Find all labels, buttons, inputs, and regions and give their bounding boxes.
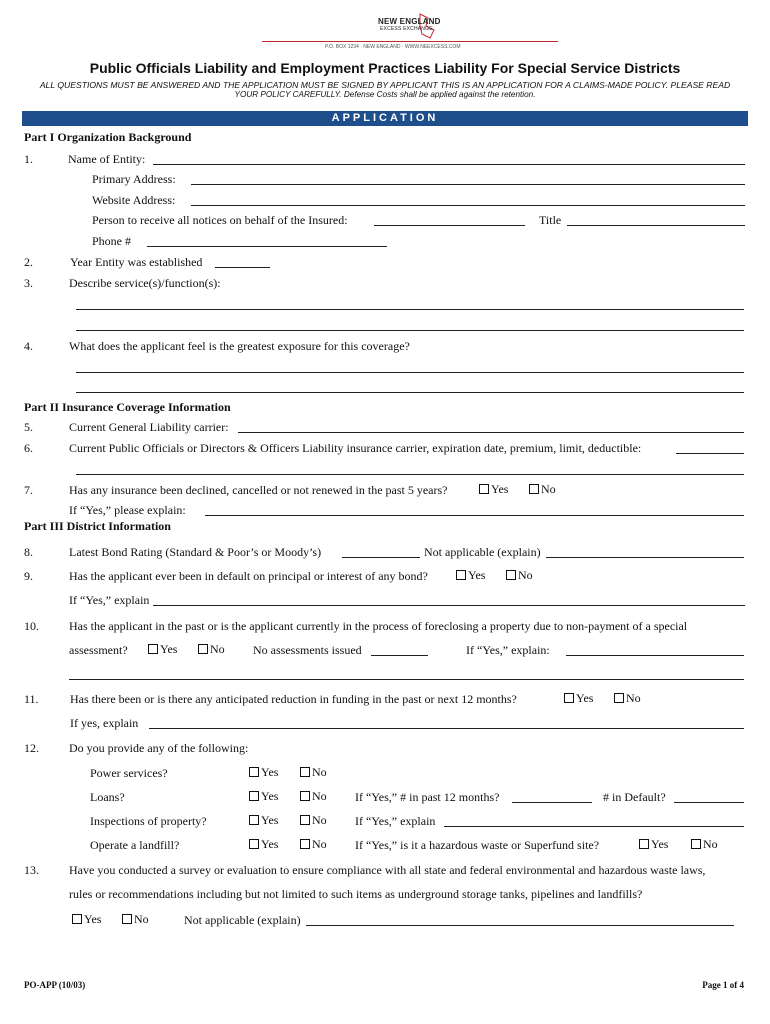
q11-yes[interactable] bbox=[564, 691, 593, 706]
q13-yes[interactable] bbox=[72, 912, 101, 927]
landfill-yes[interactable] bbox=[249, 837, 278, 852]
yes-label: Yes bbox=[468, 568, 486, 582]
q3-label: Describe service(s)/function(s): bbox=[69, 276, 221, 290]
q11-explain-label: If yes, explain bbox=[70, 716, 139, 730]
yes-label: Yes bbox=[261, 813, 279, 827]
landfill-hazard-no-checkbox[interactable] bbox=[691, 839, 701, 849]
yes-label: Yes bbox=[651, 837, 669, 851]
q7-explain-label: If “Yes,” please explain: bbox=[69, 503, 186, 517]
q8-na-field[interactable] bbox=[546, 557, 744, 558]
do-carrier-field[interactable] bbox=[676, 453, 744, 454]
q2-label: Year Entity was established bbox=[70, 255, 203, 269]
q5-number: 5. bbox=[24, 420, 33, 434]
landfill-no-checkbox[interactable] bbox=[300, 839, 310, 849]
power-no-checkbox[interactable] bbox=[300, 767, 310, 777]
entity-name-field[interactable] bbox=[153, 164, 745, 165]
part3-heading: Part III District Information bbox=[24, 519, 171, 533]
q13-label: Have you conducted a survey or evaluation to ensure compliance with all state and federal environmental and hazardous waste laws, bbox=[69, 863, 706, 877]
q8-label: Latest Bond Rating (Standard & Poor’s or Moody’s) bbox=[69, 545, 322, 559]
q7-label: Has any insurance been declined, cancelled or not renewed in the past 5 years? bbox=[69, 483, 448, 497]
page-title: Public Officials Liability and Employment Practices Liability For Special Service Districts bbox=[89, 60, 681, 76]
loans-yes-checkbox[interactable] bbox=[249, 791, 259, 801]
website-field[interactable] bbox=[191, 205, 745, 206]
q8-number: 8. bbox=[24, 545, 33, 559]
landfill-label: Operate a landfill? bbox=[90, 838, 180, 852]
yes-label: Yes bbox=[84, 912, 102, 926]
q10-explain-label: If “Yes,” explain: bbox=[466, 643, 550, 657]
q13-number: 13. bbox=[24, 863, 39, 877]
notice-person-label: Person to receive all notices on behalf of the Insured: bbox=[92, 213, 348, 227]
q10-label: Has the applicant in the past or is the applicant currently in the process of foreclosing a property due to non-payment of a special bbox=[69, 619, 688, 633]
q1-number: 1. bbox=[24, 152, 33, 166]
services-field-1[interactable] bbox=[76, 309, 744, 310]
q1-label: Name of Entity: bbox=[68, 152, 146, 166]
q9-label: Has the applicant ever been in default on principal or interest of any bond? bbox=[69, 569, 428, 583]
yes-label: Yes bbox=[261, 837, 279, 851]
instructions-line1: ALL QUESTIONS MUST BE ANSWERED AND THE APPLICATION MUST BE SIGNED BY APPLICANT THIS IS AN APPLICATION FOR A CLAIMS-MADE POLICY. PLEASE READ bbox=[39, 80, 731, 90]
q10-explain-field[interactable] bbox=[566, 655, 744, 656]
landfill-hazard-no[interactable] bbox=[691, 837, 718, 852]
q4-number: 4. bbox=[24, 339, 33, 353]
q8-na-label: Not applicable (explain) bbox=[424, 545, 541, 559]
q3-number: 3. bbox=[24, 276, 33, 290]
q6-number: 6. bbox=[24, 441, 33, 455]
services-field-2[interactable] bbox=[76, 330, 744, 331]
q10-none-label: No assessments issued bbox=[253, 643, 362, 657]
primary-address-label: Primary Address: bbox=[92, 172, 176, 186]
no-label: No bbox=[312, 813, 327, 827]
no-label: No bbox=[518, 568, 533, 582]
q7-no[interactable] bbox=[529, 482, 556, 497]
loans-no-checkbox[interactable] bbox=[300, 791, 310, 801]
q11-label: Has there been or is there any anticipated reduction in funding in the past or next 12 months? bbox=[70, 692, 517, 706]
no-label: No bbox=[312, 789, 327, 803]
phone-label: Phone # bbox=[92, 234, 131, 248]
q9-explain-field[interactable] bbox=[153, 605, 745, 606]
inspections-yes-checkbox[interactable] bbox=[249, 815, 259, 825]
inspections-no[interactable] bbox=[300, 813, 327, 828]
no-label: No bbox=[312, 765, 327, 779]
form-id: PO-APP (10/03) bbox=[24, 980, 86, 990]
no-label: No bbox=[541, 482, 556, 496]
q13-label-cont: rules or recommendations including but not limited to such items as underground storage tanks, pipelines and landfills? bbox=[69, 887, 643, 901]
q12-label: Do you provide any of the following: bbox=[69, 741, 249, 755]
part2-heading: Part II Insurance Coverage Information bbox=[24, 400, 231, 414]
q9-yes-checkbox[interactable] bbox=[456, 570, 466, 580]
q9-no[interactable] bbox=[506, 568, 533, 583]
part1-heading: Part I Organization Background bbox=[24, 130, 192, 144]
power-yes-checkbox[interactable] bbox=[249, 767, 259, 777]
q2-number: 2. bbox=[24, 255, 33, 269]
q9-explain-label: If “Yes,” explain bbox=[69, 593, 150, 607]
q10-yes-checkbox[interactable] bbox=[148, 644, 158, 654]
q13-na-label: Not applicable (explain) bbox=[184, 913, 301, 927]
title-field[interactable] bbox=[567, 225, 745, 226]
logo-line1: NEW ENGLAND bbox=[378, 17, 441, 26]
q7-no-checkbox[interactable] bbox=[529, 484, 539, 494]
q4-label: What does the applicant feel is the greatest exposure for this coverage? bbox=[69, 339, 410, 353]
notice-person-field[interactable] bbox=[374, 225, 525, 226]
inspections-label: Inspections of property? bbox=[90, 814, 207, 828]
q13-yes-checkbox[interactable] bbox=[72, 914, 82, 924]
q11-number: 11. bbox=[24, 692, 39, 706]
no-label: No bbox=[703, 837, 718, 851]
no-label: No bbox=[210, 642, 225, 656]
q9-number: 9. bbox=[24, 569, 33, 583]
q7-explain-field[interactable] bbox=[205, 515, 744, 516]
loans-no[interactable] bbox=[300, 789, 327, 804]
no-label: No bbox=[312, 837, 327, 851]
q10-explain-field-2[interactable] bbox=[69, 679, 744, 680]
q6-label: Current Public Officials or Directors & Officers Liability insurance carrier, expiration date, premium, limit, deductible: bbox=[69, 441, 642, 455]
application-banner: APPLICATION bbox=[22, 111, 748, 126]
yes-label: Yes bbox=[160, 642, 178, 656]
q11-no-checkbox[interactable] bbox=[614, 693, 624, 703]
q9-yes[interactable] bbox=[456, 568, 485, 583]
q7-yes[interactable] bbox=[479, 482, 508, 497]
q7-yes-checkbox[interactable] bbox=[479, 484, 489, 494]
landfill-yes-checkbox[interactable] bbox=[249, 839, 259, 849]
q11-no[interactable] bbox=[614, 691, 641, 706]
q10-none-field[interactable] bbox=[371, 655, 428, 656]
q11-explain-field[interactable] bbox=[149, 728, 744, 729]
loans-count-field[interactable] bbox=[512, 802, 592, 803]
primary-address-field[interactable] bbox=[191, 184, 745, 185]
logo-line2: EXCESS EXCHANGE bbox=[380, 26, 433, 32]
loans-label: Loans? bbox=[90, 790, 125, 804]
q13-no[interactable] bbox=[122, 912, 149, 927]
loans-yes[interactable] bbox=[249, 789, 278, 804]
instructions-line2: YOUR POLICY CAREFULLY. Defense Costs shall be applied against the retention. bbox=[234, 90, 536, 99]
landfill-hazard-yes-checkbox[interactable] bbox=[639, 839, 649, 849]
yes-label: Yes bbox=[261, 789, 279, 803]
inspections-yes[interactable] bbox=[249, 813, 278, 828]
no-label: No bbox=[134, 912, 149, 926]
power-no[interactable] bbox=[300, 765, 327, 780]
page-number: Page 1 of 4 bbox=[702, 980, 744, 990]
yes-label: Yes bbox=[491, 482, 509, 496]
phone-field[interactable] bbox=[147, 246, 387, 247]
year-established-field[interactable] bbox=[215, 267, 270, 268]
exposure-field-2[interactable] bbox=[76, 392, 744, 393]
q7-number: 7. bbox=[24, 483, 33, 497]
landfill-no[interactable] bbox=[300, 837, 327, 852]
loans-default-field[interactable] bbox=[674, 802, 744, 803]
yes-label: Yes bbox=[576, 691, 594, 705]
q10-yes[interactable] bbox=[148, 642, 177, 657]
yes-label: Yes bbox=[261, 765, 279, 779]
q5-label: Current General Liability carrier: bbox=[69, 420, 229, 434]
no-label: No bbox=[626, 691, 641, 705]
inspections-explain-field[interactable] bbox=[444, 826, 744, 827]
q10-label-cont: assessment? bbox=[69, 643, 128, 657]
inspections-followup-label: If “Yes,” explain bbox=[355, 814, 436, 828]
exposure-field-1[interactable] bbox=[76, 372, 744, 373]
landfill-followup-label: If “Yes,” is it a hazardous waste or Superfund site? bbox=[355, 838, 600, 852]
header-rule bbox=[262, 41, 558, 42]
loans-default-label: # in Default? bbox=[603, 790, 666, 804]
q13-na-field[interactable] bbox=[306, 925, 734, 926]
power-label: Power services? bbox=[90, 766, 168, 780]
q10-no-checkbox[interactable] bbox=[198, 644, 208, 654]
q9-no-checkbox[interactable] bbox=[506, 570, 516, 580]
q11-yes-checkbox[interactable] bbox=[564, 693, 574, 703]
landfill-hazard-yes[interactable] bbox=[639, 837, 668, 852]
gl-carrier-field[interactable] bbox=[238, 432, 744, 433]
q10-number: 10. bbox=[24, 619, 39, 633]
title-label: Title bbox=[539, 213, 562, 227]
q12-number: 12. bbox=[24, 741, 39, 755]
header-address: P.O. BOX 1234 · NEW ENGLAND · WWW.NEEXCESS.COM bbox=[325, 44, 461, 50]
inspections-no-checkbox[interactable] bbox=[300, 815, 310, 825]
bond-rating-field[interactable] bbox=[342, 557, 420, 558]
q13-no-checkbox[interactable] bbox=[122, 914, 132, 924]
power-yes[interactable] bbox=[249, 765, 278, 780]
loans-followup-label: If “Yes,” # in past 12 months? bbox=[355, 790, 500, 804]
website-label: Website Address: bbox=[92, 193, 176, 207]
q10-no[interactable] bbox=[198, 642, 225, 657]
do-carrier-field-2[interactable] bbox=[76, 474, 744, 475]
